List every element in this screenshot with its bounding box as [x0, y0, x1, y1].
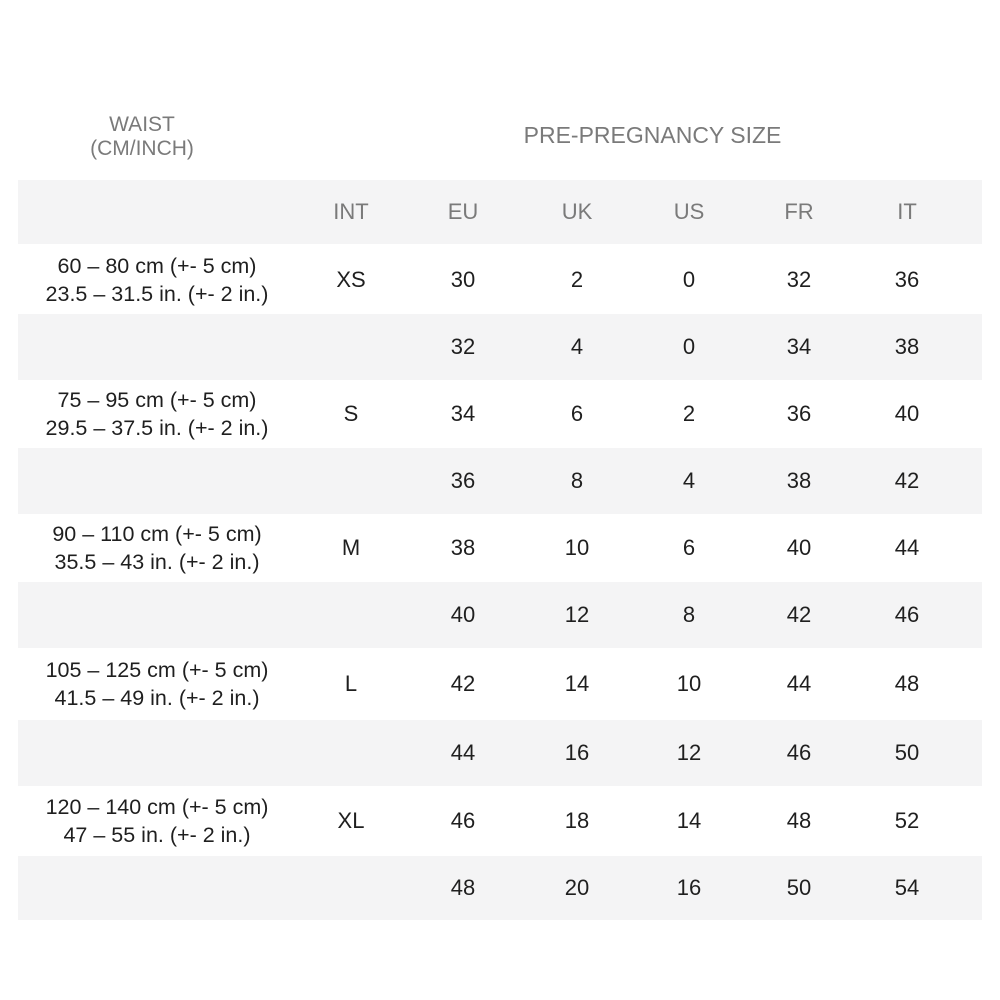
- uk-size: 16: [564, 740, 590, 765]
- uk-size: 8: [570, 468, 584, 493]
- uk-size: 10: [564, 535, 590, 560]
- header-eu: EU: [447, 199, 479, 224]
- waist-heading-line2: (CM/INCH): [90, 137, 194, 160]
- waist-range: [18, 648, 296, 720]
- table-row: [18, 514, 982, 582]
- waist-cm: 90 – 110 cm (+- 5 cm): [52, 522, 262, 546]
- waist-in: 35.5 – 43 in. (+- 2 in.): [54, 550, 260, 574]
- table-row: [18, 448, 982, 514]
- waist-cm: 105 – 125 cm (+- 5 cm): [45, 658, 269, 682]
- eu-size: 44: [450, 740, 476, 765]
- header-int: INT: [333, 199, 369, 224]
- waist-heading-line1: WAIST: [109, 113, 175, 136]
- header-uk: UK: [561, 199, 593, 224]
- fr-size: 48: [786, 808, 812, 833]
- us-size: 8: [682, 602, 696, 627]
- table-row: [18, 582, 982, 648]
- us-size: 12: [676, 740, 702, 765]
- waist-range: [18, 786, 296, 856]
- fr-size: 38: [786, 468, 812, 493]
- eu-size: 48: [450, 875, 476, 900]
- table-row: [18, 648, 982, 720]
- table-row: [18, 314, 982, 380]
- header-it: IT: [897, 199, 917, 224]
- int-size: S: [343, 401, 359, 426]
- eu-size: 30: [450, 267, 476, 292]
- fr-size: 46: [786, 740, 812, 765]
- it-size: 38: [894, 334, 920, 359]
- header-us: US: [673, 199, 705, 224]
- fr-size: 50: [786, 875, 812, 900]
- uk-size: 4: [570, 334, 584, 359]
- waist-in: 47 – 55 in. (+- 2 in.): [63, 823, 251, 847]
- us-size: 4: [682, 468, 696, 493]
- table-row: [18, 786, 982, 856]
- us-size: 16: [676, 875, 702, 900]
- us-size: 10: [676, 671, 702, 696]
- waist-range: [18, 246, 296, 314]
- us-size: 14: [676, 808, 702, 833]
- int-size: M: [341, 535, 361, 560]
- us-size: 6: [682, 535, 696, 560]
- table-row: [18, 246, 982, 314]
- int-size: XS: [336, 267, 366, 292]
- us-size: 2: [682, 401, 696, 426]
- uk-size: 18: [564, 808, 590, 833]
- header-waist-cell: [18, 180, 296, 244]
- it-size: 46: [894, 602, 920, 627]
- int-size: L: [344, 671, 358, 696]
- fr-size: 32: [786, 267, 812, 292]
- us-size: 0: [682, 334, 696, 359]
- uk-size: 14: [564, 671, 590, 696]
- fr-size: 36: [786, 401, 812, 426]
- fr-size: 44: [786, 671, 812, 696]
- eu-size: 40: [450, 602, 476, 627]
- header-fr: FR: [784, 199, 814, 224]
- us-size: 0: [682, 267, 696, 292]
- it-size: 36: [894, 267, 920, 292]
- it-size: 54: [894, 875, 920, 900]
- eu-size: 32: [450, 334, 476, 359]
- waist-cm: 120 – 140 cm (+- 5 cm): [45, 795, 269, 819]
- fr-size: 40: [786, 535, 812, 560]
- eu-size: 46: [450, 808, 476, 833]
- eu-size: 42: [450, 671, 476, 696]
- column-header-row: [18, 180, 982, 244]
- it-size: 44: [894, 535, 920, 560]
- fr-size: 34: [786, 334, 812, 359]
- size-heading: PRE-PREGNANCY SIZE: [523, 122, 782, 148]
- it-size: 42: [894, 468, 920, 493]
- it-size: 50: [894, 740, 920, 765]
- it-size: 40: [894, 401, 920, 426]
- fr-size: 42: [786, 602, 812, 627]
- waist-in: 23.5 – 31.5 in. (+- 2 in.): [45, 282, 269, 306]
- uk-size: 20: [564, 875, 590, 900]
- waist-cm: 75 – 95 cm (+- 5 cm): [57, 388, 257, 412]
- uk-size: 2: [570, 267, 584, 292]
- uk-size: 6: [570, 401, 584, 426]
- it-size: 52: [894, 808, 920, 833]
- waist-range: [18, 514, 296, 582]
- it-size: 48: [894, 671, 920, 696]
- waist-cm: 60 – 80 cm (+- 5 cm): [57, 254, 257, 278]
- waist-in: 41.5 – 49 in. (+- 2 in.): [54, 686, 260, 710]
- eu-size: 38: [450, 535, 476, 560]
- eu-size: 34: [450, 401, 476, 426]
- waist-in: 29.5 – 37.5 in. (+- 2 in.): [45, 416, 269, 440]
- eu-size: 36: [450, 468, 476, 493]
- waist-heading: [62, 113, 222, 161]
- table-row: [18, 380, 982, 448]
- table-row: [18, 720, 982, 786]
- uk-size: 12: [564, 602, 590, 627]
- int-size: XL: [337, 808, 365, 833]
- table-row: [18, 856, 982, 920]
- waist-range: [18, 380, 296, 448]
